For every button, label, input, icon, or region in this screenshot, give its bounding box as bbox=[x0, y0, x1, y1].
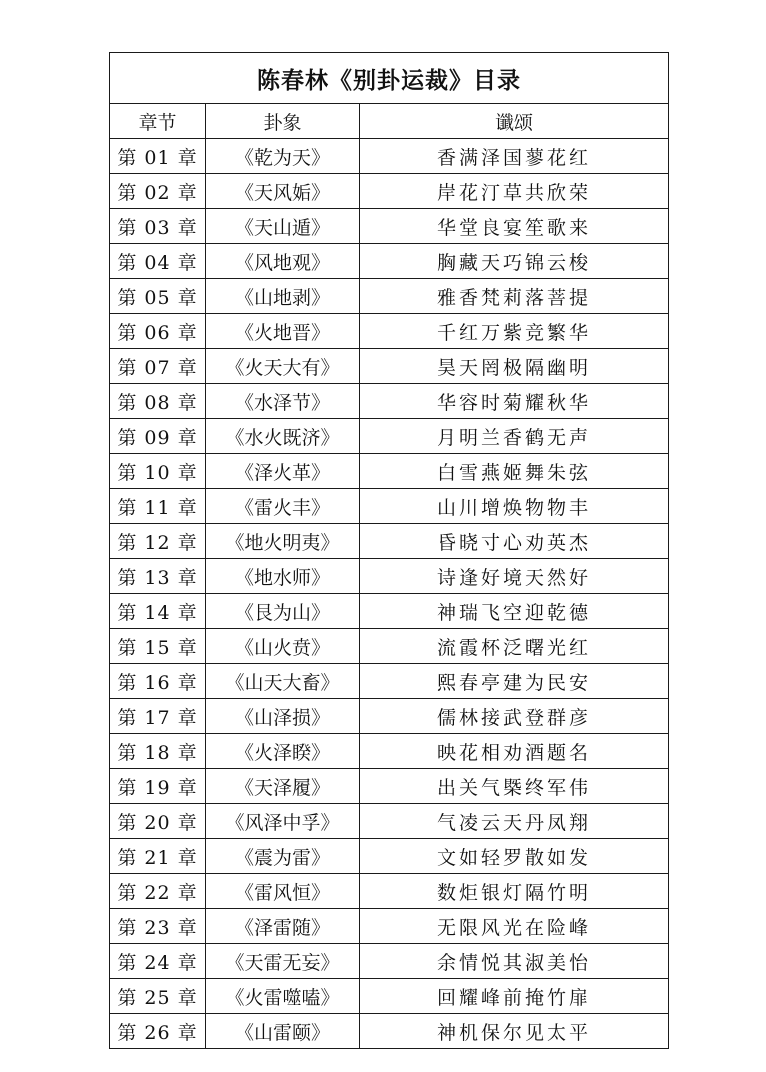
table-row bbox=[110, 209, 669, 244]
verse-cell: 白雪燕姬舞朱弦 bbox=[360, 454, 669, 489]
table-row bbox=[110, 979, 669, 1014]
gua-cell: 《山泽损》 bbox=[206, 699, 360, 734]
chapter-cell: 第 07 章 bbox=[110, 349, 206, 384]
table-row bbox=[110, 909, 669, 944]
gua-cell: 《震为雷》 bbox=[206, 839, 360, 874]
chapter-cell: 第 19 章 bbox=[110, 769, 206, 804]
table-row bbox=[110, 804, 669, 839]
document-title: 陈春林《别卦运裁》目录 bbox=[110, 53, 669, 104]
chapter-cell: 第 16 章 bbox=[110, 664, 206, 699]
table-row bbox=[110, 419, 669, 454]
chapter-cell: 第 24 章 bbox=[110, 944, 206, 979]
chapter-cell: 第 03 章 bbox=[110, 209, 206, 244]
gua-cell: 《水火既济》 bbox=[206, 419, 360, 454]
table-row bbox=[110, 139, 669, 174]
chapter-cell: 第 20 章 bbox=[110, 804, 206, 839]
chapter-cell: 第 23 章 bbox=[110, 909, 206, 944]
verse-cell: 余情悦其淑美怡 bbox=[360, 944, 669, 979]
gua-cell: 《火泽睽》 bbox=[206, 734, 360, 769]
chapter-cell: 第 06 章 bbox=[110, 314, 206, 349]
chapter-cell: 第 13 章 bbox=[110, 559, 206, 594]
chapter-cell: 第 22 章 bbox=[110, 874, 206, 909]
verse-cell: 雅香梵莉落菩提 bbox=[360, 279, 669, 314]
verse-cell: 香满泽国蓼花红 bbox=[360, 139, 669, 174]
gua-cell: 《天泽履》 bbox=[206, 769, 360, 804]
gua-cell: 《山火贲》 bbox=[206, 629, 360, 664]
verse-cell: 映花相劝酒题名 bbox=[360, 734, 669, 769]
header-verse: 谶颂 bbox=[360, 104, 669, 139]
verse-cell: 流霞杯泛曙光红 bbox=[360, 629, 669, 664]
table-row bbox=[110, 489, 669, 524]
table-row bbox=[110, 1014, 669, 1049]
gua-cell: 《艮为山》 bbox=[206, 594, 360, 629]
catalog-table bbox=[109, 52, 669, 1049]
gua-cell: 《火地晋》 bbox=[206, 314, 360, 349]
gua-cell: 《雷风恒》 bbox=[206, 874, 360, 909]
verse-cell: 气凌云天丹凤翔 bbox=[360, 804, 669, 839]
verse-cell: 岸花汀草共欣荣 bbox=[360, 174, 669, 209]
gua-cell: 《泽火革》 bbox=[206, 454, 360, 489]
header-row bbox=[110, 104, 669, 139]
gua-cell: 《地水师》 bbox=[206, 559, 360, 594]
verse-cell: 神瑞飞空迎乾德 bbox=[360, 594, 669, 629]
gua-cell: 《山地剥》 bbox=[206, 279, 360, 314]
header-gua: 卦象 bbox=[206, 104, 360, 139]
chapter-cell: 第 09 章 bbox=[110, 419, 206, 454]
gua-cell: 《乾为天》 bbox=[206, 139, 360, 174]
gua-cell: 《火天大有》 bbox=[206, 349, 360, 384]
table-row bbox=[110, 559, 669, 594]
chapter-cell: 第 15 章 bbox=[110, 629, 206, 664]
table-row bbox=[110, 594, 669, 629]
chapter-cell: 第 02 章 bbox=[110, 174, 206, 209]
header-chapter: 章节 bbox=[110, 104, 206, 139]
chapter-cell: 第 26 章 bbox=[110, 1014, 206, 1049]
verse-cell: 神机保尔见太平 bbox=[360, 1014, 669, 1049]
gua-cell: 《天山遁》 bbox=[206, 209, 360, 244]
chapter-cell: 第 11 章 bbox=[110, 489, 206, 524]
table-row bbox=[110, 524, 669, 559]
table-row bbox=[110, 839, 669, 874]
chapter-cell: 第 17 章 bbox=[110, 699, 206, 734]
chapter-cell: 第 01 章 bbox=[110, 139, 206, 174]
verse-cell: 千红万紫竞繁华 bbox=[360, 314, 669, 349]
verse-cell: 月明兰香鹤无声 bbox=[360, 419, 669, 454]
chapter-cell: 第 10 章 bbox=[110, 454, 206, 489]
table-row bbox=[110, 629, 669, 664]
gua-cell: 《雷火丰》 bbox=[206, 489, 360, 524]
gua-cell: 《火雷噬嗑》 bbox=[206, 979, 360, 1014]
gua-cell: 《地火明夷》 bbox=[206, 524, 360, 559]
table-row bbox=[110, 664, 669, 699]
table-row bbox=[110, 699, 669, 734]
gua-cell: 《水泽节》 bbox=[206, 384, 360, 419]
table-row bbox=[110, 944, 669, 979]
chapter-cell: 第 12 章 bbox=[110, 524, 206, 559]
table-row bbox=[110, 769, 669, 804]
chapter-cell: 第 25 章 bbox=[110, 979, 206, 1014]
verse-cell: 山川增焕物物丰 bbox=[360, 489, 669, 524]
verse-cell: 华堂良宴笙歌来 bbox=[360, 209, 669, 244]
verse-cell: 文如轻罗散如发 bbox=[360, 839, 669, 874]
verse-cell: 诗逢好境天然好 bbox=[360, 559, 669, 594]
verse-cell: 数炬银灯隔竹明 bbox=[360, 874, 669, 909]
verse-cell: 无限风光在险峰 bbox=[360, 909, 669, 944]
verse-cell: 熙春亭建为民安 bbox=[360, 664, 669, 699]
table-row bbox=[110, 734, 669, 769]
gua-cell: 《天风姤》 bbox=[206, 174, 360, 209]
chapter-cell: 第 21 章 bbox=[110, 839, 206, 874]
table-row bbox=[110, 874, 669, 909]
gua-cell: 《山雷颐》 bbox=[206, 1014, 360, 1049]
gua-cell: 《天雷无妄》 bbox=[206, 944, 360, 979]
chapter-cell: 第 18 章 bbox=[110, 734, 206, 769]
verse-cell: 胸藏天巧锦云梭 bbox=[360, 244, 669, 279]
table-row bbox=[110, 279, 669, 314]
chapter-cell: 第 05 章 bbox=[110, 279, 206, 314]
verse-cell: 回耀峰前掩竹扉 bbox=[360, 979, 669, 1014]
gua-cell: 《泽雷随》 bbox=[206, 909, 360, 944]
chapter-cell: 第 08 章 bbox=[110, 384, 206, 419]
verse-cell: 出关气槩终军伟 bbox=[360, 769, 669, 804]
table-row bbox=[110, 454, 669, 489]
chapter-cell: 第 14 章 bbox=[110, 594, 206, 629]
table-row bbox=[110, 384, 669, 419]
verse-cell: 昏晓寸心劝英杰 bbox=[360, 524, 669, 559]
table-row bbox=[110, 349, 669, 384]
chapter-cell: 第 04 章 bbox=[110, 244, 206, 279]
table-row bbox=[110, 244, 669, 279]
verse-cell: 儒林接武登群彦 bbox=[360, 699, 669, 734]
verse-cell: 华容时菊耀秋华 bbox=[360, 384, 669, 419]
table-row bbox=[110, 174, 669, 209]
gua-cell: 《风泽中孚》 bbox=[206, 804, 360, 839]
table-body bbox=[110, 139, 669, 1049]
verse-cell: 昊天罔极隔幽明 bbox=[360, 349, 669, 384]
table-row bbox=[110, 314, 669, 349]
gua-cell: 《风地观》 bbox=[206, 244, 360, 279]
gua-cell: 《山天大畜》 bbox=[206, 664, 360, 699]
